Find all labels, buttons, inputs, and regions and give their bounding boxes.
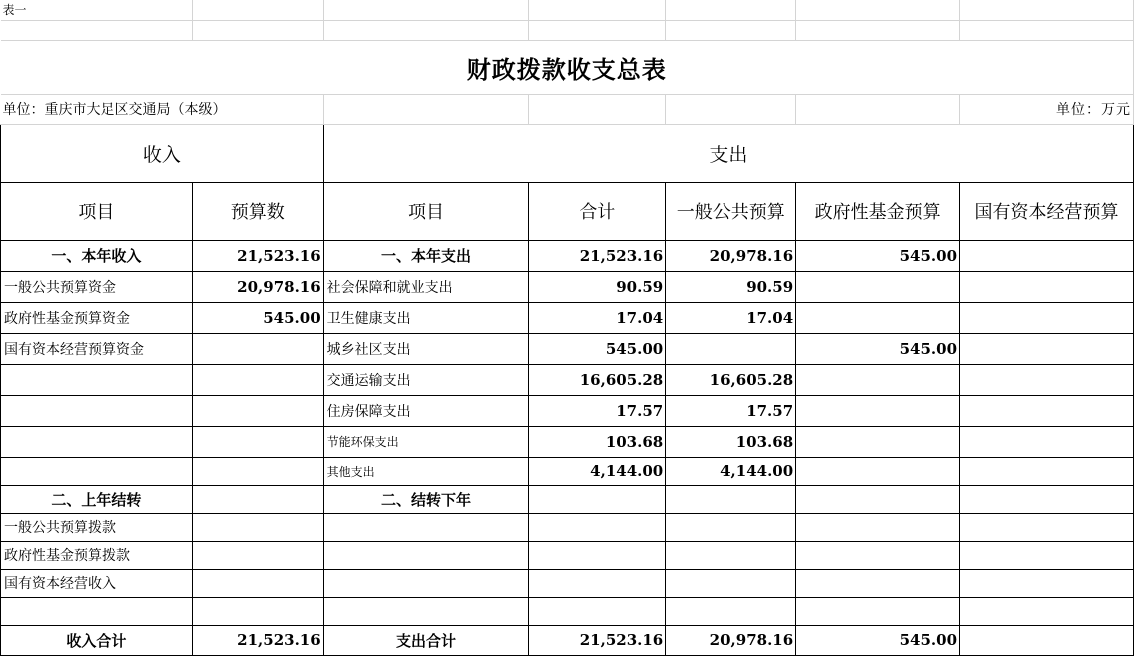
cell-general <box>666 541 796 569</box>
cell-state-capital <box>960 541 1134 569</box>
cell-general <box>666 597 796 625</box>
cell-income-item: 二、上年结转 <box>1 485 193 513</box>
cell-income-budget <box>192 395 323 426</box>
page-title: 财政拨款收支总表 <box>1 40 1134 94</box>
cell-income-budget <box>192 513 323 541</box>
cell-income-item <box>1 597 193 625</box>
cell-total: 90.59 <box>529 271 666 302</box>
table-row <box>1 426 1134 457</box>
cell-gov-fund <box>796 485 960 513</box>
total-header: 合计 <box>529 182 666 240</box>
total-income-budget: 21,523.16 <box>192 625 323 655</box>
sheet-label: 表一 <box>1 0 193 20</box>
cell-general <box>666 333 796 364</box>
cell-income-budget: 545.00 <box>192 302 323 333</box>
cell-total: 21,523.16 <box>529 240 666 271</box>
cell-state-capital <box>960 457 1134 485</box>
cell-general <box>666 513 796 541</box>
label-row <box>1 0 1134 20</box>
table-row <box>1 457 1134 485</box>
cell-income-item: 政府性基金预算拨款 <box>1 541 193 569</box>
gov-fund-header: 政府性基金预算 <box>796 182 960 240</box>
cell-gov-fund <box>796 569 960 597</box>
unit-row <box>1 94 1134 124</box>
cell-expense-item: 一、本年支出 <box>323 240 529 271</box>
table-row <box>1 240 1134 271</box>
cell-income-budget <box>192 457 323 485</box>
cell-general: 16,605.28 <box>666 364 796 395</box>
cell-expense-item: 社会保障和就业支出 <box>323 271 529 302</box>
table-row <box>1 271 1134 302</box>
cell-expense-item: 节能环保支出 <box>323 426 529 457</box>
total-state-capital <box>960 625 1134 655</box>
table-row <box>1 395 1134 426</box>
cell-expense-item: 城乡社区支出 <box>323 333 529 364</box>
income-budget-header: 预算数 <box>192 182 323 240</box>
cell-gov-fund <box>796 457 960 485</box>
cell-income-budget <box>192 597 323 625</box>
unit-right: 单位：万元 <box>960 94 1134 124</box>
table-row <box>1 513 1134 541</box>
cell-expense-item: 其他支出 <box>323 457 529 485</box>
cell-income-item: 一、本年收入 <box>1 240 193 271</box>
table-row <box>1 597 1134 625</box>
cell-income-budget <box>192 569 323 597</box>
cell-gov-fund <box>796 395 960 426</box>
cell-gov-fund <box>796 302 960 333</box>
header-row-2 <box>1 182 1134 240</box>
cell-state-capital <box>960 395 1134 426</box>
cell-total: 103.68 <box>529 426 666 457</box>
cell-gov-fund: 545.00 <box>796 333 960 364</box>
totals-row <box>1 625 1134 655</box>
cell-total: 545.00 <box>529 333 666 364</box>
cell-general <box>666 569 796 597</box>
cell-income-item: 国有资本经营收入 <box>1 569 193 597</box>
cell-expense-item <box>323 569 529 597</box>
total-gov-fund: 545.00 <box>796 625 960 655</box>
expense-item-header: 项目 <box>323 182 529 240</box>
cell-expense-item <box>323 597 529 625</box>
cell-total <box>529 541 666 569</box>
cell-state-capital <box>960 364 1134 395</box>
table-row <box>1 302 1134 333</box>
cell-state-capital <box>960 597 1134 625</box>
cell-general: 17.04 <box>666 302 796 333</box>
cell-state-capital <box>960 271 1134 302</box>
total-income-label: 收入合计 <box>1 625 193 655</box>
cell-income-item: 一般公共预算拨款 <box>1 513 193 541</box>
total-expense-label: 支出合计 <box>323 625 529 655</box>
cell-income-budget: 21,523.16 <box>192 240 323 271</box>
title-row <box>1 40 1134 94</box>
general-budget-header: 一般公共预算 <box>666 182 796 240</box>
cell-income-budget <box>192 541 323 569</box>
table-row <box>1 333 1134 364</box>
cell-income-item: 一般公共预算资金 <box>1 271 193 302</box>
cell-total <box>529 513 666 541</box>
cell-general <box>666 485 796 513</box>
cell-state-capital <box>960 513 1134 541</box>
cell-income-item <box>1 426 193 457</box>
cell-income-budget: 20,978.16 <box>192 271 323 302</box>
header-row-1 <box>1 124 1134 182</box>
cell-income-budget <box>192 426 323 457</box>
cell-total: 17.04 <box>529 302 666 333</box>
cell-general: 17.57 <box>666 395 796 426</box>
cell-total: 16,605.28 <box>529 364 666 395</box>
cell-general: 20,978.16 <box>666 240 796 271</box>
total-general: 20,978.16 <box>666 625 796 655</box>
cell-state-capital <box>960 485 1134 513</box>
cell-gov-fund <box>796 513 960 541</box>
cell-expense-item: 卫生健康支出 <box>323 302 529 333</box>
table-row <box>1 541 1134 569</box>
cell-income-item: 政府性基金预算资金 <box>1 302 193 333</box>
expense-header: 支出 <box>323 124 1133 182</box>
cell-general: 103.68 <box>666 426 796 457</box>
cell-income-budget <box>192 364 323 395</box>
cell-gov-fund: 545.00 <box>796 240 960 271</box>
cell-gov-fund <box>796 364 960 395</box>
cell-general: 4,144.00 <box>666 457 796 485</box>
cell-gov-fund <box>796 597 960 625</box>
cell-expense-item: 二、结转下年 <box>323 485 529 513</box>
cell-state-capital <box>960 302 1134 333</box>
table-row <box>1 569 1134 597</box>
cell-state-capital <box>960 333 1134 364</box>
cell-state-capital <box>960 240 1134 271</box>
spacer-row <box>1 20 1134 40</box>
cell-expense-item: 住房保障支出 <box>323 395 529 426</box>
cell-total <box>529 597 666 625</box>
table-row <box>1 364 1134 395</box>
cell-gov-fund <box>796 541 960 569</box>
cell-expense-item <box>323 513 529 541</box>
cell-total: 4,144.00 <box>529 457 666 485</box>
cell-expense-item <box>323 541 529 569</box>
cell-income-budget <box>192 485 323 513</box>
cell-gov-fund <box>796 426 960 457</box>
unit-left: 单位：重庆市大足区交通局（本级） <box>1 94 324 124</box>
cell-total <box>529 569 666 597</box>
state-capital-header: 国有资本经营预算 <box>960 182 1134 240</box>
table-row <box>1 485 1134 513</box>
cell-income-item <box>1 457 193 485</box>
cell-expense-item: 交通运输支出 <box>323 364 529 395</box>
cell-gov-fund <box>796 271 960 302</box>
cell-total <box>529 485 666 513</box>
cell-income-item: 国有资本经营预算资金 <box>1 333 193 364</box>
cell-state-capital <box>960 426 1134 457</box>
cell-income-budget <box>192 333 323 364</box>
cell-income-item <box>1 395 193 426</box>
cell-state-capital <box>960 569 1134 597</box>
cell-general: 90.59 <box>666 271 796 302</box>
total-total: 21,523.16 <box>529 625 666 655</box>
cell-total: 17.57 <box>529 395 666 426</box>
income-header: 收入 <box>1 124 324 182</box>
cell-income-item <box>1 364 193 395</box>
income-item-header: 项目 <box>1 182 193 240</box>
